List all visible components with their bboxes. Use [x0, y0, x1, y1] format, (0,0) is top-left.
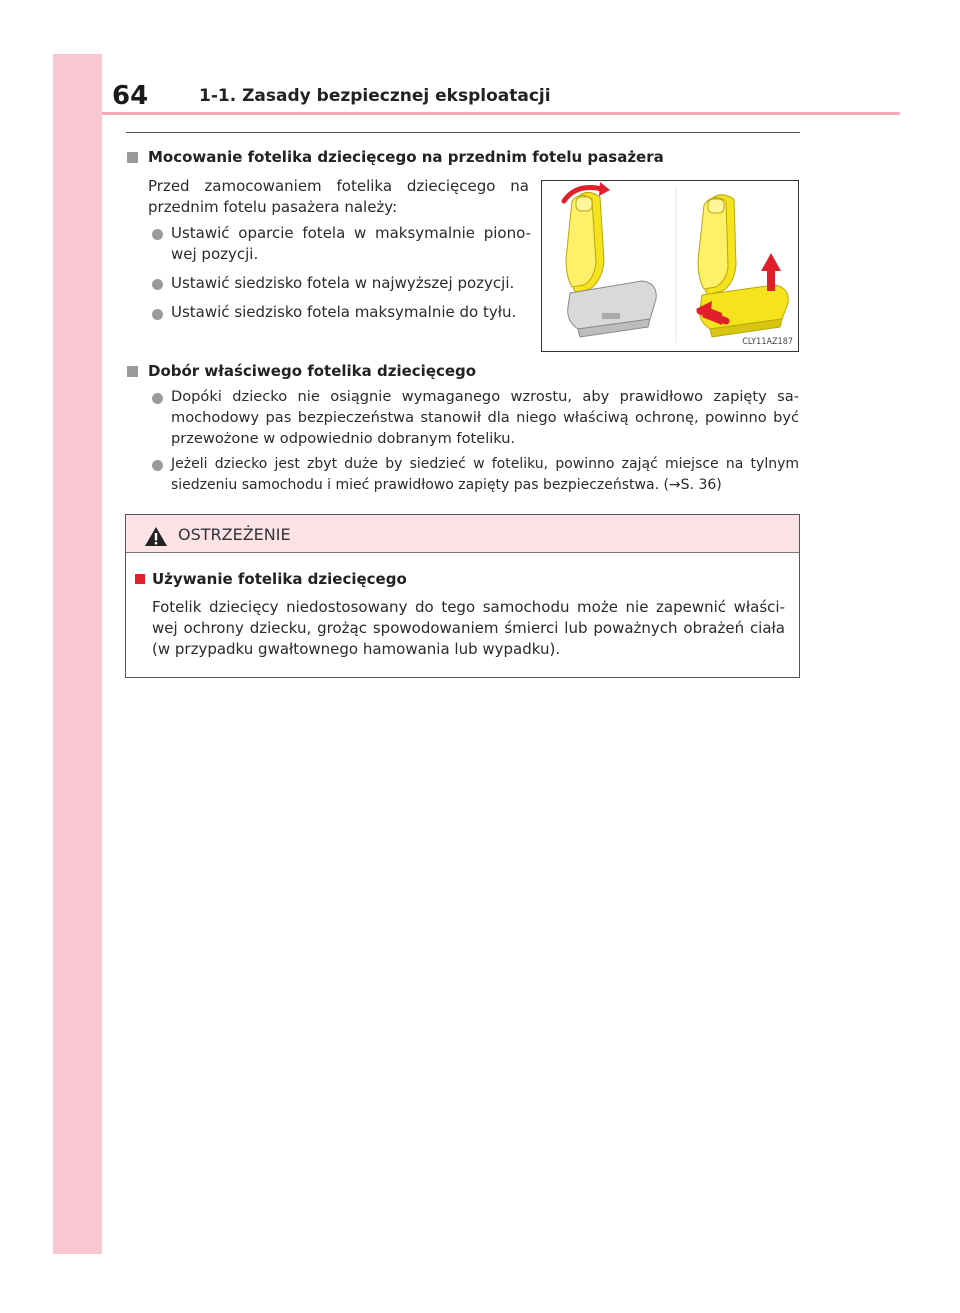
bullet-dot-icon: [152, 279, 163, 290]
section1-heading: Mocowanie fotelika dziecięcego na przednim fotelu pasażera: [148, 148, 664, 166]
seat-adjustment-figure: [541, 180, 799, 352]
bullet-dot-icon: [152, 393, 163, 404]
bullet-dot-icon: [152, 309, 163, 320]
bullet-dot-icon: [152, 229, 163, 240]
warning-square-icon: [135, 574, 145, 584]
bullet-dot-icon: [152, 460, 163, 471]
figure-code: CLY11AZ187: [742, 337, 793, 347]
section-divider: [126, 132, 800, 133]
warning-box: [125, 514, 800, 678]
seat-illustration: [542, 181, 798, 351]
section2-bullet-2: Jeżeli dziecko jest zbyt duże by siedzieć w foteliku, powinno zająć miejsce na tylnym siedzeniu samochodu i mieć prawidłowo zapięty pas bezpieczeństwa. (→S. 36): [171, 456, 799, 493]
warning-title: OSTRZEŻENIE: [178, 525, 291, 544]
section2-bullet-1: Dopóki dziecko nie osiągnie wymaganego wzrostu, aby prawidłowo zapięty sa-mochodowy pas bezpieczeństwa stanowił dla niego właściwą ochronę, powinno być przewożone w odpowiednio dobranym foteliku.: [171, 388, 799, 447]
page-number: 64: [112, 81, 149, 111]
section1-intro: Przed zamocowaniem fotelika dziecięcego na przednim fotelu pasażera należy:: [148, 177, 529, 216]
section1-bullet-3: Ustawić siedzisko fotela maksymalnie do tyłu.: [171, 303, 517, 321]
section2-heading: Dobór właściwego fotelika dziecięcego: [148, 362, 477, 380]
warning-header: [126, 515, 799, 553]
header-accent-line: [102, 112, 900, 115]
section-square-icon: [127, 366, 138, 377]
warning-text: Fotelik dziecięcy niedostosowany do tego samochodu może nie zapewnić właści-wej ochrony dziecku, grożąc spowodowaniem śmierci lub poważnych obrażeń ciała (w przypadku gwałtownego hamowania lub wypadku).: [152, 598, 785, 658]
section1-bullet-2: Ustawić siedzisko fotela w najwyższej pozycji.: [171, 274, 515, 292]
seat-backrest-right-icon: [698, 195, 736, 295]
section-square-icon: [127, 152, 138, 163]
seat-backrest-left-icon: [566, 192, 604, 293]
chapter-title: 1-1. Zasady bezpiecznej eksploatacji: [199, 86, 551, 106]
section1-bullet-1: Ustawić oparcie fotela w maksymalnie piono-wej pozycji.: [171, 224, 531, 263]
warning-triangle-icon: [144, 526, 168, 547]
page-sidebar-band: [53, 54, 102, 1254]
warning-heading: Używanie fotelika dziecięcego: [152, 570, 407, 588]
